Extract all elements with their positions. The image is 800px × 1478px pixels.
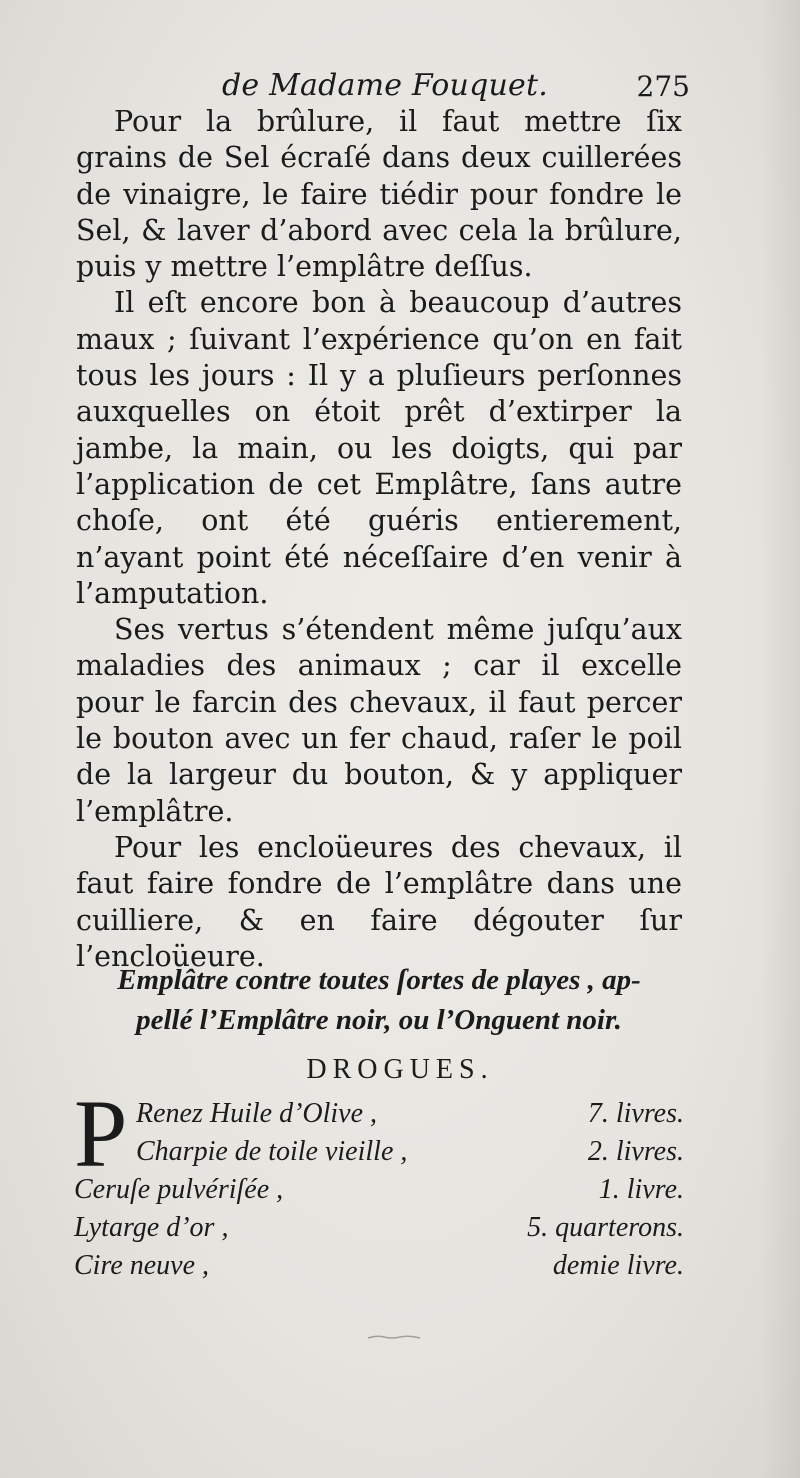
ingredient-quantity: 2. livres. xyxy=(587,1136,684,1167)
running-title: de Madame Fouquet. xyxy=(222,68,548,103)
page-number: 275 xyxy=(636,70,690,103)
ingredient-name: Renez Huile d’Olive , xyxy=(136,1098,378,1129)
ingredient-quantity: demie livre. xyxy=(552,1250,684,1281)
ingredient-name: Charpie de toile vieille , xyxy=(136,1136,408,1167)
ingredient-name: Cire neuve , xyxy=(74,1250,210,1281)
section-title xyxy=(72,960,686,1040)
ingredient-row xyxy=(74,1174,684,1210)
section-title-line-2: pellé l’Emplâtre noir, ou l’Onguent noir. xyxy=(136,1004,622,1036)
ingredient-row xyxy=(74,1136,684,1172)
drop-cap: P xyxy=(74,1080,128,1187)
tail-ornament xyxy=(366,1334,422,1340)
ingredient-quantity: 7. livres. xyxy=(587,1098,684,1129)
paragraph-animals: Ses vertus s’étendent même juſqu’aux maladies des animaux ; car il excelle pour le farcin des chevaux, il faut percer le bouton avec un fer chaud, raſer le poil de la largeur du bouton, & y appliquer l’emplâtre. xyxy=(76,613,682,828)
ingredient-quantity: 1. livre. xyxy=(598,1174,684,1205)
ingredient-name: Lytarge d’or , xyxy=(74,1212,229,1243)
ingredient-list xyxy=(74,1080,684,1298)
section-title-line-1: Emplâtre contre toutes ſortes de playes , ap- xyxy=(117,964,641,996)
ingredient-quantity: 5. quarterons. xyxy=(527,1212,684,1243)
ingredient-row xyxy=(74,1250,684,1286)
paragraph-other-ailments: Il eſt encore bon à beaucoup d’autres maux ; ſuivant l’expérience qu’on en fait tous les jours : Il y a pluſieurs perſonnes auxquelles on étoit prêt d’extirper la jambe, la main, ou les doigts, qui par l’application de cet Emplâtre, ſans autre choſe, ont été guéris entierement, n’ayant point été néceſſaire d’en venir à l’amputation. xyxy=(76,286,682,610)
paragraph-burns: Pour la brûlure, il faut mettre ſix grains de Sel écraſé dans deux cuillerées de vinaigre, le faire tiédir pour fondre le Sel, & laver d’abord avec cela la brûlure, puis y mettre l’emplâtre deſſus. xyxy=(76,105,682,284)
paragraph-horse-hooves: Pour les encloüeures des chevaux, il faut faire fondre de l’emplâtre dans une cuilliere, & en faire dégouter ſur l’encloüeure. xyxy=(76,830,682,973)
ingredient-row xyxy=(74,1212,684,1248)
page-header xyxy=(222,68,690,108)
drugs-subheading: DROGUES. xyxy=(306,1054,494,1085)
body-text xyxy=(76,104,682,975)
ingredient-row xyxy=(74,1098,684,1134)
ingredient-name: Ceruſe pulvériſée , xyxy=(74,1174,284,1205)
